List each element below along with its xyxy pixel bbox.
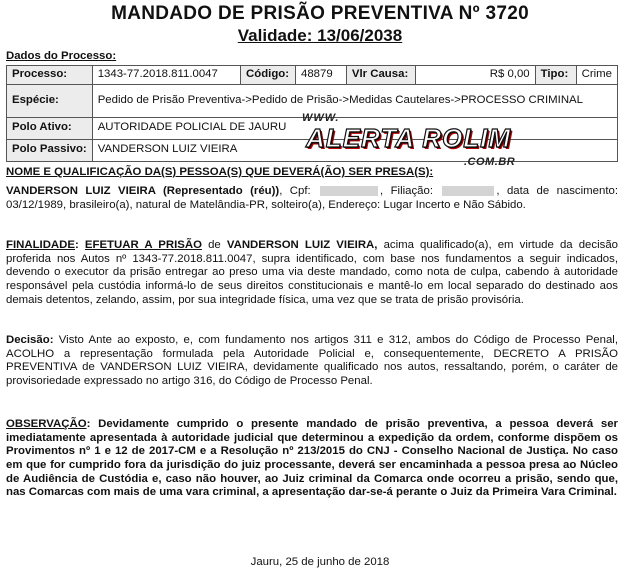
process-section-label: Dados do Processo: [6, 50, 117, 62]
redacted-filiacao [442, 186, 494, 196]
qualification-paragraph [6, 185, 618, 212]
place-date: Jauru, 25 de junho de 2018 [250, 556, 390, 568]
processo-label: Processo: [7, 66, 93, 85]
finalidade-name: VANDERSON LUIZ VIEIRA, [226, 239, 378, 251]
decisao-text: Visto Ante ao exposto, e, com fundamento nos artigos 311 e 312, ambos do Código de Processo Penal, ACOLHO a representação formulada pela Autoridade Policial e, consequentemente, DECRETO A PRISÃO PREVENTIVA de VANDERSON LUIZ VIEIRA, devidamente qualificado nos autos, ressaltando, porém, o caráter de provisoriedade expressado no artigo 316, do Código de Processo Penal. [6, 334, 618, 388]
qualification-label: NOME E QUALIFICAÇÃO DA(S) PESSOA(S) QUE DEVERÁ(ÃO) SER PRESA(S): [6, 166, 434, 178]
tipo-label: Tipo: [535, 66, 576, 85]
filiacao-label: , Filiação: [380, 185, 434, 197]
validity-date: Validade: 13/06/2038 [237, 26, 403, 45]
finalidade-de: de [201, 239, 227, 251]
polo-passivo-label: Polo Passivo: [7, 139, 93, 161]
observacao-paragraph [6, 418, 618, 500]
especie-label: Espécie: [7, 84, 93, 117]
decisao-label: Decisão: [6, 334, 54, 346]
watermark-suffix: .COM.BR [464, 156, 516, 168]
finalidade-text: acima qualificado(a), em virtude da decisão proferida nos Autos nº 1343-77.2018.811.0047, supra identificado, com base nos fundamentos a seguir indicados, devendo o executor da prisão entregar ao preso uma via deste mandado, como nota de culpa, cabendo à autoridade responsável pela custódia informá-lo de seus direitos constitucionais e mantê-lo em local separado do destinado aos demais detentos, zelando, assim, por sua integridade física, uma vez que se trata de prisão provisória. [6, 239, 618, 306]
finalidade-label: FINALIDADE [6, 239, 75, 251]
decisao-paragraph [6, 334, 618, 389]
watermark-text: ALERTA ROLIM [306, 123, 512, 153]
codigo-value: 48879 [296, 66, 347, 85]
observacao-text: : Devidamente cumprido o presente mandado de prisão preventiva, a pessoa deverá ser imediatamente apresentada à autoridade judicial que determinou a expedição da ordem, conforme dispõem os Provimentos nº 1 e 12 de 2017-CM e a Resolução nº 213/2015 do CNJ - Conselho Nacional de Justiça. No caso em que for cumprido fora da jurisdição do juiz processante, deverá ser encaminhada a pessoa presa ao Núcleo de Audiência de Custódia e, caso não houver, ao Juiz criminal da Comarca onde ocorreu a prisão, sendo que, nas Comarcas com mais de uma vara criminal, a apresentação dar-se-á perante o Juiz da Primeira Vara Criminal. [6, 418, 618, 499]
vlr-causa-label: Vlr Causa: [346, 66, 415, 85]
observacao-label: OBSERVAÇÃO [6, 418, 87, 430]
cpf-label: , Cpf: [279, 185, 311, 197]
qualification-details: , data de nascimento: 03/12/1989, brasileiro(a), natural de Matelândia-PR, solteiro(a), Endereço: Lugar Incerto e Não Sábido. [6, 185, 618, 211]
processo-value: 1343-77.2018.811.0047 [92, 66, 240, 85]
watermark-logo [300, 112, 532, 172]
tipo-value: Crime [576, 66, 617, 85]
document-title: MANDADO DE PRISÃO PREVENTIVA Nº 3720 [111, 3, 529, 24]
watermark-prefix: WWW. [302, 112, 340, 124]
vlr-causa-value: R$ 0,00 [415, 66, 535, 85]
table-row [7, 66, 618, 85]
polo-ativo-label: Polo Ativo: [7, 117, 93, 139]
finalidade-action: EFETUAR A PRISÃO [84, 239, 202, 251]
especie-value: Pedido de Prisão Preventiva->Pedido de Prisão->Medidas Cautelares->PROCESSO CRIMINAL [92, 84, 617, 117]
person-name: VANDERSON LUIZ VIEIRA (Representado (réu)) [6, 185, 280, 197]
finalidade-colon: : [74, 239, 85, 251]
polo-passivo-value: VANDERSON LUIZ VIEIRA [92, 139, 617, 161]
finalidade-paragraph [6, 239, 618, 307]
codigo-label: Código: [241, 66, 296, 85]
redacted-cpf [320, 186, 378, 196]
polo-ativo-value: AUTORIDADE POLICIAL DE JAURU [92, 117, 617, 139]
